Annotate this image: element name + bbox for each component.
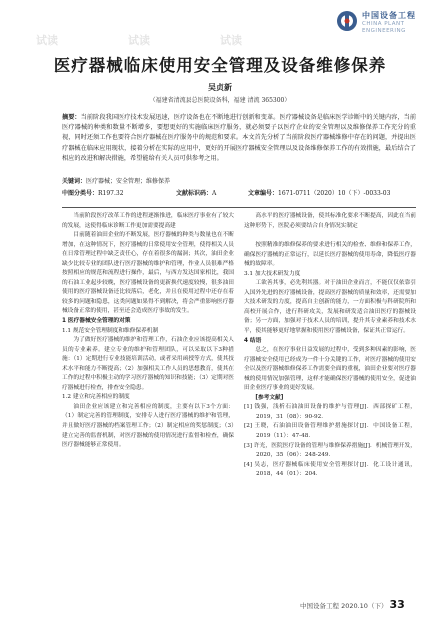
keywords [62, 176, 170, 185]
watermark: 试读 [36, 34, 58, 47]
abstract [62, 113, 416, 164]
keywords-text: 医疗器械；安全管理；维修保养 [86, 178, 171, 185]
body-paragraph: 总之，在医疗事业日益发展的过程中，受到多种因素的影响，医疗器械安全使用已经成为一件十分关键的工作，对医疗器械的使用安全以及医疗器械维修保养工作需要全面的重视，油田企业要对医疗器械的使用情况加强管理，这样才能确保医疗器械的使用安全，促进油田企业医疗事业的更好发展。 [244, 347, 416, 392]
body-paragraph: 目前随着油田企业的不断发展，医疗器械的种类与数量也在不断增加，在这种情况下，医疗器械的日常使用安全管理，使得相关人员在日常管理过程中缺乏责任心，存在着很多的漏洞；其次，油田企业缺少比较专业的团队进行医疗器械的维护和管理，作业人员很难严格按照相应的规范和流程进行操作，最后，与西方发达国家相比，我国的石油工业起步较晚，医疗器械设备的更新换代速度较慢，很多油田使用的医疗器械设备还比较落后，老化，并且在使用过程中还存在着较多的问题和隐患，这类问题如果得不到解决，将会严重影响医疗器械设备正常的使用，甚至还会造成医疗事故的发生。 [62, 232, 234, 315]
reference-item: [1] 钱强，浅析石油油田设备的维护与管理[J]．西部探矿工程，2019，31（08）：90-92． [244, 404, 416, 420]
left-column [62, 212, 234, 592]
body-paragraph: 油田企业应该建立和完善相应的制度，主要有以下3个方面：（1）制定完善的管理制度，安排专人进行医疗器械的维护和管理，并且做好医疗器械的档案管理工作；（2）制定相应的奖惩制度；（3）建立完善的监督机制，对医疗器械的使用情况进行监督和检查，确保医疗器械能够正常使用。 [62, 403, 234, 449]
reference-item: [4] 吴志，医疗器械临床使用安全管理探讨[J]．化工设计通讯，2018，44（01）：204． [244, 461, 416, 478]
journal-logo-icon [336, 10, 358, 32]
body-paragraph: 当前阶段医疗改革工作的进程逐渐推进，临床医疗事业有了较大的发展，这使得临床诊断工作更加需要提高建 [62, 213, 234, 229]
logo-en-line1: CHINA PLANT [362, 21, 405, 27]
reference-item: [2] 王晓，石油油田设备管理维护措施探讨[J]．中国设备工程，2019（11）：47-48． [244, 423, 416, 440]
page-number: 33 [389, 598, 405, 611]
classification-text: R197.32 [98, 190, 124, 197]
article-title: 医疗器械临床使用安全管理及设备维修保养 [53, 56, 387, 75]
body-paragraph: 高水平的医疗器械设备，使其标准化要求不断提高，因此在当前这种形势下，医院必须要结合自身情况实制定 [244, 213, 416, 229]
document-code-label: 文献标识码： [176, 190, 213, 197]
section-heading: 4 结语 [244, 337, 262, 344]
body-paragraph: 为了做好医疗器械的维护和管理工作，石油企业应该提高相关人员的专业素养。建立专业的维护和管理团队，可以采取以下3种措施：（1）定期进行专业技能培训活动，或者采用函授等方式，使其技术水平和能力不断提高；（2）加强相关工作人员的思想教育，使其在工作的过程中积极主动的学习医疗器械的知识和技能；（3）定期对医疗器械进行检查，排查安全隐患。 [62, 337, 234, 391]
keywords-label: 关键词： [62, 178, 87, 185]
section-heading: 1 医疗器械安全管理的对策 [62, 318, 131, 325]
logo-cn-text: 中国设备工程 [362, 11, 416, 20]
abstract-text: 当前阶段我国医疗技术发展迅速，医疗设备也在不断地进行创新和变革。医疗器械设备是临床医学诊断中的关键内容，当前医疗器械的种类和数量不断增多，要想更好的实施临床医疗服务，就必须要子以医疗企业的安全管理以及维修保养工作充分的重视，同时还须工作也要符合医疗器械在医疗服务中的规范和要求。本文首先分析了当前阶段医疗器械维修中存在的问题，并提出医疗器械在临床应用现状，接着分析在实际的应用中，更好的开展医疗器械安全管理以及设备维修保养工作的有效措施，最后结合了相应的改进和解决措施，希望能给有关人员可供参考之用。 [62, 114, 417, 162]
right-column [244, 212, 416, 592]
classification [62, 188, 124, 197]
article-number [248, 188, 390, 197]
abstract-label: 摘要： [62, 114, 81, 121]
article-number-label: 文章编号： [248, 190, 279, 197]
document-code [176, 188, 216, 197]
column-gap [244, 231, 416, 241]
page-footer [300, 598, 405, 611]
author-affiliation: （福建省清流县总医院设备科，福建 清流 365300） [149, 97, 291, 104]
references-heading: [参考文献] [255, 394, 284, 401]
author-name: 吴贞新 [208, 82, 232, 92]
logo-en-text [362, 21, 406, 35]
abstract-divider [62, 207, 416, 208]
watermark: 试读 [220, 34, 242, 47]
reference-item: [3] 许光，医院医疗设备的管理与维修保养措施[J]．机械管理开发，2020，35（06）：248-249． [244, 442, 416, 459]
subsection-heading: 1.2 建立和完善相应的制度 [62, 394, 130, 401]
footer-journal: 中国设备工程 2020.10（下） [300, 602, 388, 610]
classification-label: 中图分类号： [62, 190, 99, 197]
watermark: 试读 [128, 34, 150, 47]
journal-logo [336, 8, 436, 38]
body-paragraph: 工欲善其事，必先利其器。对于油田企业而言，不能仅仅依靠引入国外先进的医疗器械设备，提高医疗器械的质量和效率，还需要加大技术研发的力度，提高自主创新的能力，一方面积极与科研院所和高校开展合作，进行科研攻关，发展和研发适合油田医疗的器械设备；另一方面，加强对于技术人员的培训，提升其专业素养和技术水平，使其能够更好地掌握和使用医疗器械设备，保证其正常运行。 [244, 280, 416, 335]
document-code-text: A [212, 190, 217, 197]
subsection-heading: 3.1 加大技术研发力度 [244, 270, 301, 277]
logo-en-line2: ENGINEERING [362, 28, 406, 34]
article-number-text: 1671-0711（2020）10（下）-0033-03 [278, 190, 391, 197]
body-paragraph: 按照精准的维修保养的要求进行相关的检查、维修和保养工作，确保医疗器械的正常运行，以延长医疗器械的使用寿命，降低医疗器械的故障率。 [244, 242, 416, 268]
subsection-heading: 1.1 规范安全管理制度和维修保养机制 [62, 327, 159, 334]
